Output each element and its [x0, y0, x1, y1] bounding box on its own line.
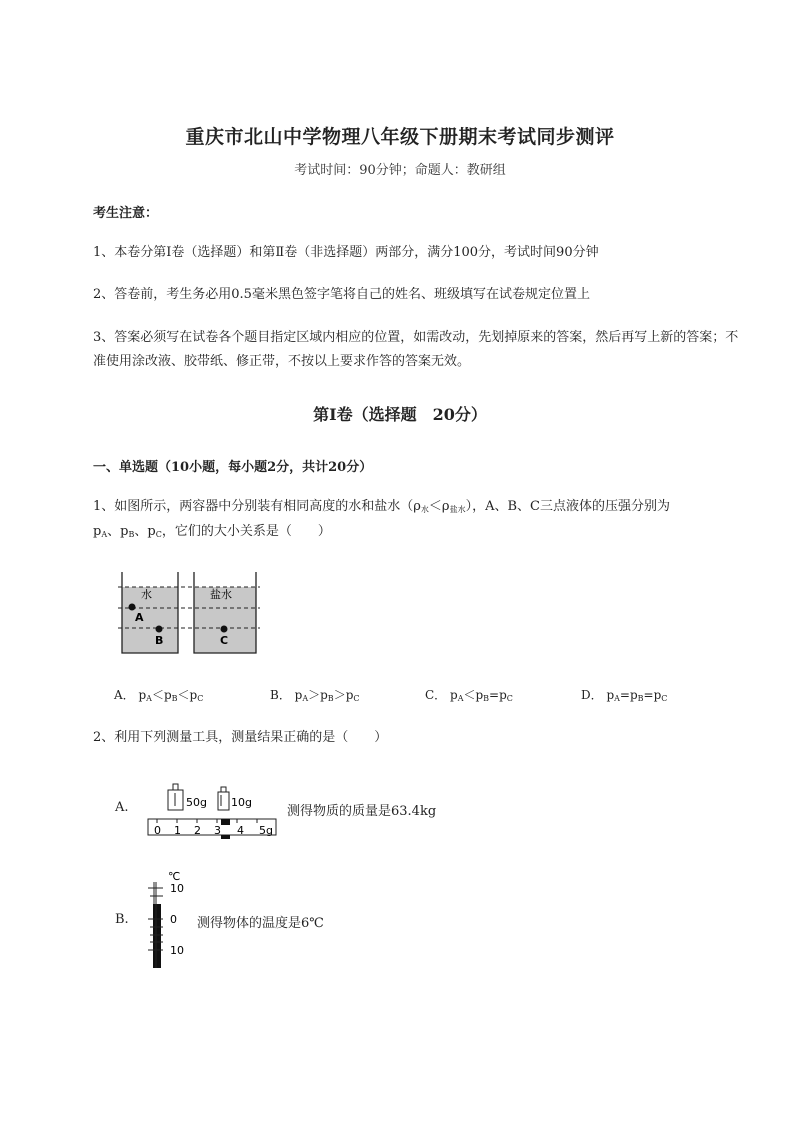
balance-figure — [145, 778, 279, 842]
rider — [221, 819, 230, 825]
containers-figure — [118, 570, 264, 658]
page-title: 重庆市北山中学物理八年级下册期末考试同步测评 — [185, 126, 615, 148]
q2-option-a-label[interactable]: A. — [115, 800, 129, 815]
question-1-line-1: 1、如图所示，两容器中分别装有相同高度的水和盐水$(\rho_水<\rho_{盐水})$，A、B、C三点液体的压强分别为 — [93, 499, 670, 514]
weight-10g — [218, 792, 229, 810]
q1-option-a[interactable]: A． $p_A<p_B<p_C$ — [114, 688, 204, 703]
svg-text:4: 4 — [237, 824, 244, 837]
point-a — [129, 604, 136, 611]
notice-title: 考生注意： — [93, 206, 159, 221]
point-b — [156, 626, 163, 633]
svg-text:10: 10 — [170, 944, 184, 957]
question-1-line-2: $p_A$、$p_B$、$p_C$，它们的大小关系是（ ） — [93, 524, 331, 539]
point-a-label: A — [135, 611, 144, 624]
svg-text:0: 0 — [154, 824, 161, 837]
svg-text:2: 2 — [194, 824, 201, 837]
q1-option-d[interactable]: D． $p_A=p_B=p_C$ — [581, 688, 668, 703]
q2-option-b-text: 测得物体的温度是6℃ — [197, 916, 324, 931]
question-2-text: 2、利用下列测量工具，测量结果正确的是（ ） — [93, 730, 388, 745]
notice-item-2: 2、答卷前，考生务必用0.5毫米黑色签字笔将自己的姓名、班级填写在试卷规定位置上 — [93, 287, 590, 302]
weight-10g-label: 10g — [231, 796, 252, 809]
svg-text:5g: 5g — [259, 824, 273, 837]
q2-option-b-label[interactable]: B. — [115, 912, 129, 927]
svg-text:0: 0 — [170, 913, 177, 926]
point-b-label: B — [155, 634, 164, 647]
section-title: 第I卷（选择题 20分） — [313, 405, 487, 424]
thermo-unit: ℃ — [168, 870, 181, 883]
notice-item-1: 1、本卷分第I卷（选择题）和第Ⅱ卷（非选择题）两部分，满分100分，考试时间90分钟 — [93, 245, 599, 260]
q1-option-b[interactable]: B． $p_A>p_B>p_C$ — [270, 688, 360, 703]
page-subtitle: 考试时间：90分钟；命题人：教研组 — [294, 163, 506, 178]
svg-text:10: 10 — [170, 882, 184, 895]
thermometer-figure — [140, 868, 200, 970]
svg-text:1: 1 — [174, 824, 181, 837]
point-c — [221, 626, 228, 633]
q1-option-c[interactable]: C． $p_A<p_B=p_C$ — [425, 688, 513, 703]
q2-option-a-text: 测得物质的质量是63.4kg — [287, 804, 437, 819]
water-label: 水 — [141, 588, 152, 601]
notice-item-3: 3、答案必须写在试卷各个题目指定区域内相应的位置，如需改动，先划掉原来的答案，然后再写上新的答案；不准使用涂改液、胶带纸、修正带，不按以上要求作答的答案无效。 — [93, 330, 739, 369]
salt-label: 盐水 — [210, 588, 232, 601]
part-title: 一、单选题（10小题，每小题2分，共计20分） — [93, 460, 373, 475]
svg-text:3: 3 — [214, 824, 221, 837]
weight-50g-label: 50g — [186, 796, 207, 809]
point-c-label: C — [220, 634, 229, 647]
mercury-column — [153, 904, 161, 968]
